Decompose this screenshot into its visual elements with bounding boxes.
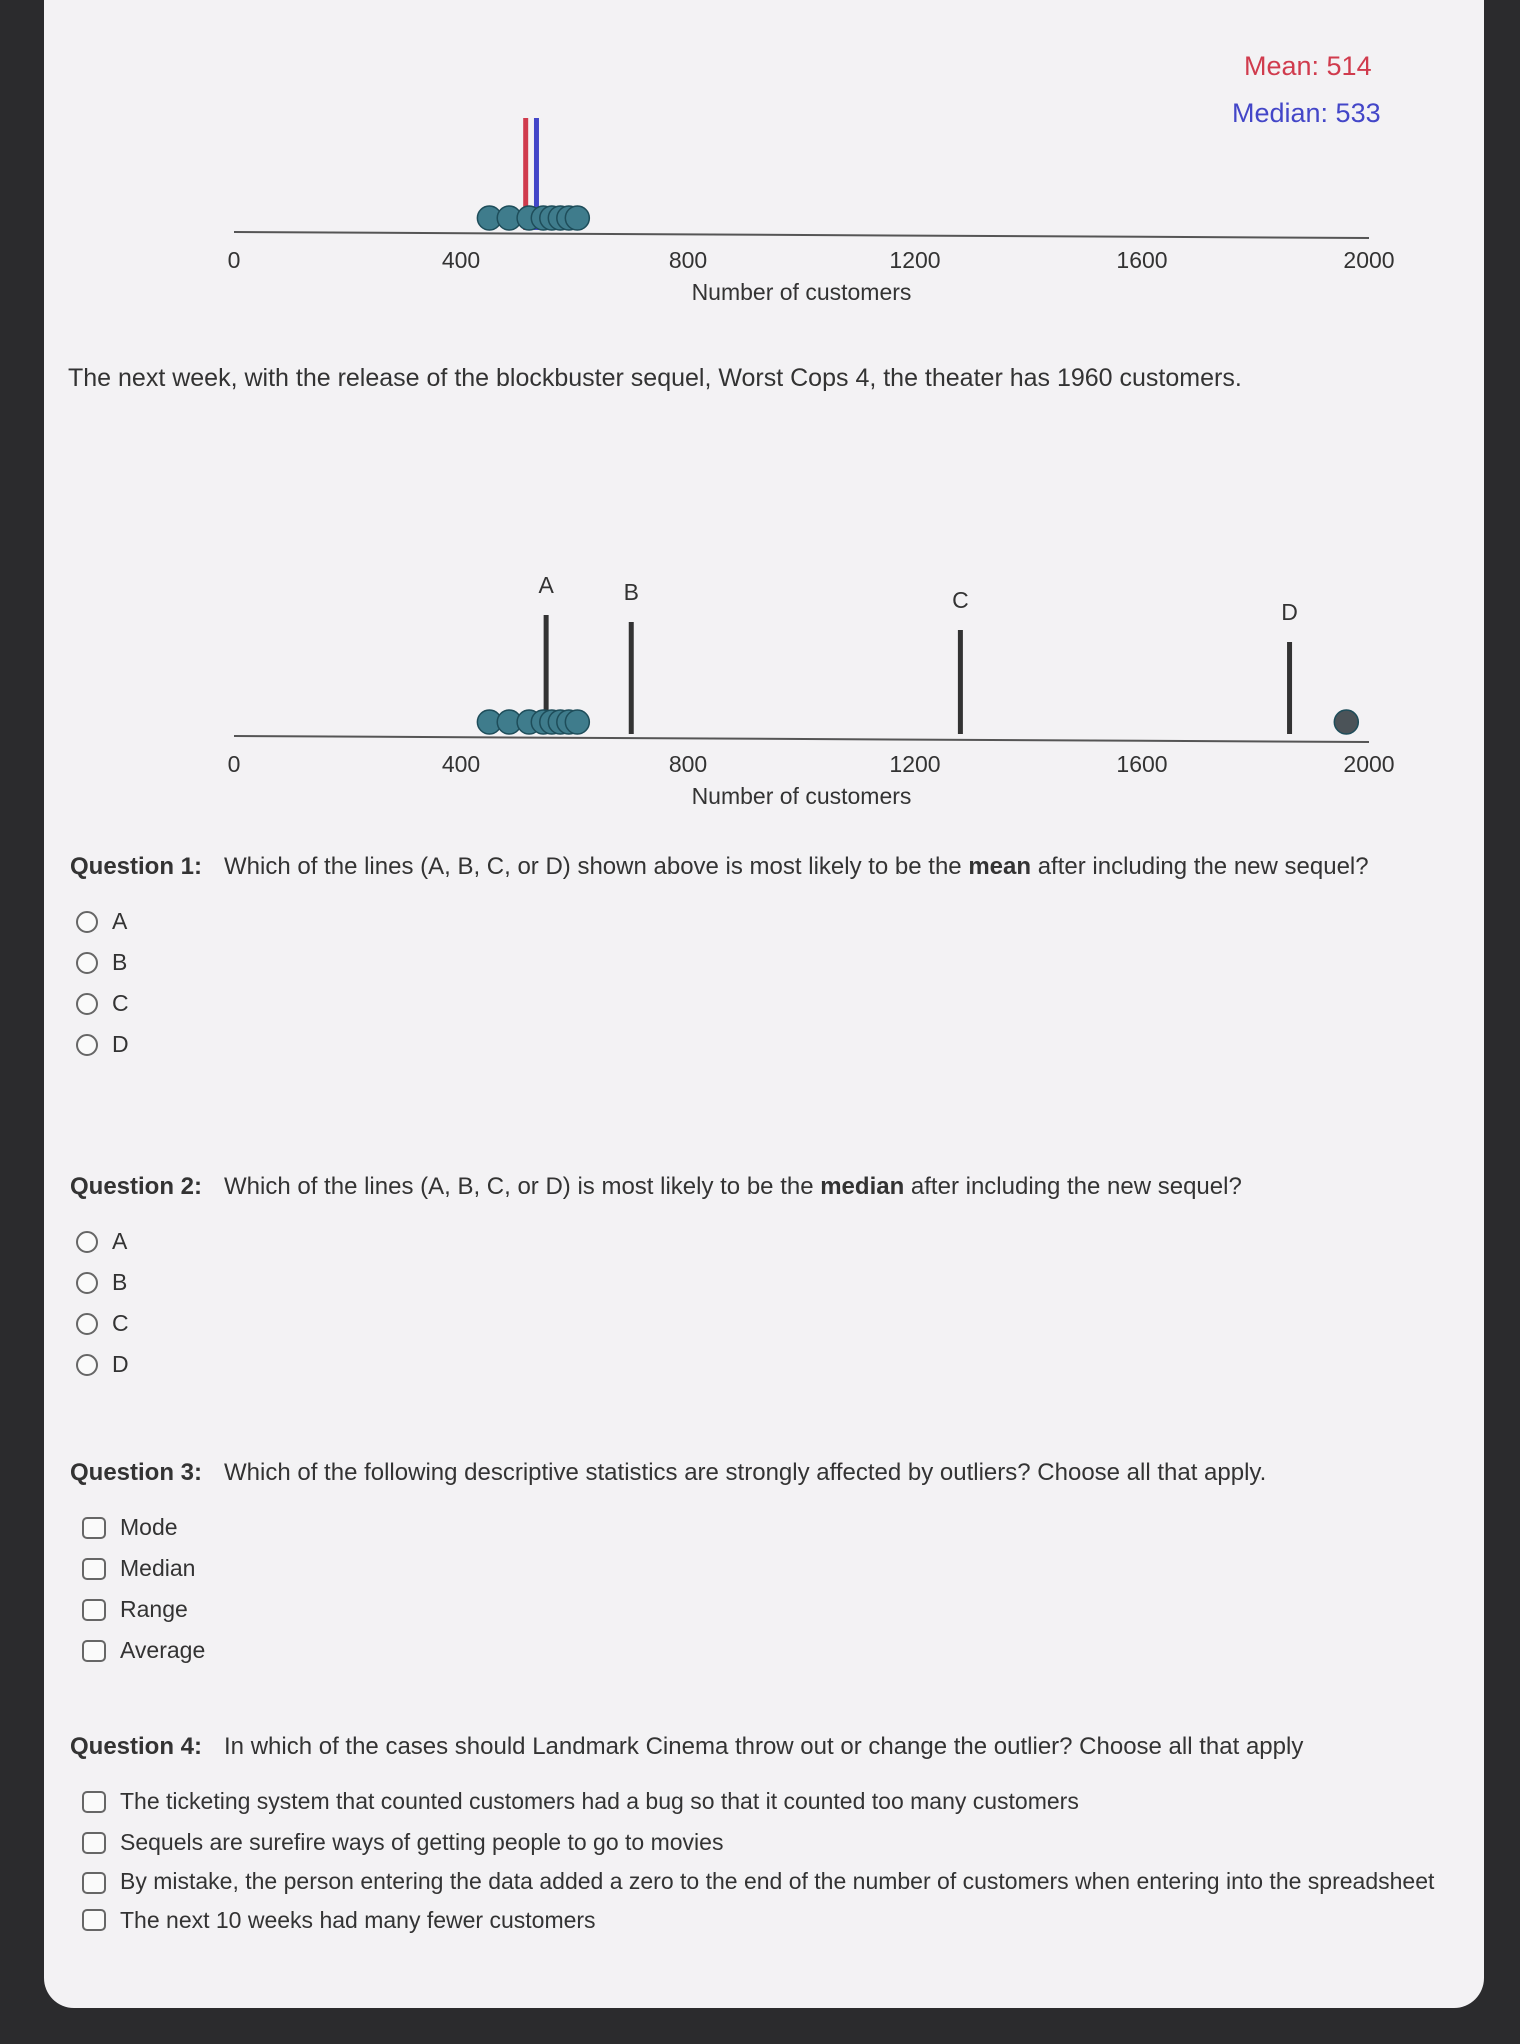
checkbox[interactable] [82,1517,106,1539]
q1-option-c[interactable] [70,983,1450,1024]
data-point [565,710,589,734]
question-4-options [70,1781,1450,1941]
x-axis-title: Number of customers [691,783,912,809]
question-1-number: Question 1: [70,853,203,880]
question-4-prompt: In which of the cases should Landmark Cinema throw out or change the outlier? Choose all that apply [224,1733,1304,1760]
option-label: A [112,1228,128,1254]
question-4 [70,1732,1450,1941]
q2-option-a[interactable] [70,1221,1450,1262]
x-tick-label: 1600 [1116,247,1168,273]
dot-plot-with-sequel-svg [44,540,1484,820]
option-label: D [112,1351,129,1377]
q1-option-d[interactable] [70,1024,1450,1065]
question-2-options [70,1221,1450,1385]
question-3-options [70,1507,1450,1671]
question-4-text [70,1732,1450,1761]
q3-option-median[interactable] [70,1548,1450,1589]
worksheet-page [44,0,1484,2008]
option-label: B [112,949,128,975]
dot-plot-with-sequel [44,540,1484,820]
option-label: D [112,1031,129,1057]
q4-option-fewer-customers[interactable] [70,1900,1450,1941]
question-2-text [70,1172,1450,1201]
x-tick-label: 2000 [1343,751,1395,777]
x-tick-label: 1600 [1116,751,1168,777]
q4-option-bug[interactable] [70,1781,1450,1822]
x-tick-label: 0 [227,751,241,777]
radio-button[interactable] [76,1231,98,1253]
question-1-text-end: after including the new sequel? [1031,853,1369,880]
question-1-text [70,852,1450,881]
radio-button[interactable] [76,1034,98,1056]
radio-button[interactable] [76,993,98,1015]
x-tick-label: 0 [227,247,241,273]
data-point [565,206,589,230]
x-axis-line [234,232,1369,238]
x-axis-title: Number of customers [691,279,912,305]
option-label: Median [120,1555,196,1581]
option-label: A [112,908,128,934]
reference-line-label: D [1281,599,1298,625]
q3-option-mode[interactable] [70,1507,1450,1548]
x-tick-label: 400 [441,751,481,777]
question-3-text [70,1458,1450,1487]
question-3-prompt: Which of the following descriptive statistics are strongly affected by outliers? Choose all that apply. [224,1459,1267,1486]
checkbox[interactable] [82,1599,106,1621]
x-tick-label: 400 [441,247,481,273]
question-2-text-part: Which of the lines (A, B, C, or D) is most likely to be the [224,1173,821,1200]
q2-option-c[interactable] [70,1303,1450,1344]
question-2-text-end: after including the new sequel? [904,1173,1242,1200]
q3-option-average[interactable] [70,1630,1450,1671]
mean-label: Mean: 514 [1244,51,1372,81]
dot-plot-original-svg [44,0,1484,330]
q3-option-range[interactable] [70,1589,1450,1630]
checkbox[interactable] [82,1791,106,1813]
reference-line-label: B [623,579,639,605]
q4-option-sequels[interactable] [70,1822,1450,1863]
option-label: Range [120,1596,188,1622]
question-3-number: Question 3: [70,1459,203,1486]
x-axis-line [234,736,1369,742]
option-label: C [112,1310,129,1336]
q2-option-b[interactable] [70,1262,1450,1303]
option-label: C [112,990,129,1016]
option-label: B [112,1269,128,1295]
reference-line-label: C [952,587,969,613]
question-2-number: Question 2: [70,1173,203,1200]
question-2-keyword: median [820,1173,905,1200]
question-1-text-part: Which of the lines (A, B, C, or D) shown above is most likely to be the [224,853,969,880]
q4-option-data-entry[interactable] [70,1863,1450,1900]
x-tick-label: 800 [668,247,708,273]
radio-button[interactable] [76,911,98,933]
median-label: Median: 533 [1232,98,1381,128]
question-1 [70,852,1450,1065]
option-label: The ticketing system that counted customers had a bug so that it counted too many customers [120,1788,1079,1814]
data-point [1334,710,1358,734]
question-3 [70,1458,1450,1671]
q1-option-a[interactable] [70,901,1450,942]
checkbox[interactable] [82,1872,106,1894]
radio-button[interactable] [76,1354,98,1376]
reference-line-label: A [538,572,554,598]
x-tick-label: 2000 [1343,247,1395,273]
radio-button[interactable] [76,1272,98,1294]
checkbox[interactable] [82,1558,106,1580]
option-label: Average [120,1637,206,1663]
option-label: Mode [120,1514,178,1540]
checkbox[interactable] [82,1909,106,1931]
option-label: Sequels are surefire ways of getting people to go to movies [120,1829,724,1855]
x-tick-label: 1200 [889,247,941,273]
x-tick-label: 800 [668,751,708,777]
intro-text: The next week, with the release of the blockbuster sequel, Worst Cops 4, the theater has 1960 customers. [68,364,1242,392]
option-label: The next 10 weeks had many fewer customers [120,1906,596,1933]
q2-option-d[interactable] [70,1344,1450,1385]
question-2 [70,1172,1450,1385]
q1-option-b[interactable] [70,942,1450,983]
option-label: By mistake, the person entering the data added a zero to the end of the number of customers when entering into the spreadsheet [120,1868,1435,1894]
question-1-options [70,901,1450,1065]
radio-button[interactable] [76,1313,98,1335]
question-4-number: Question 4: [70,1733,203,1760]
radio-button[interactable] [76,952,98,974]
checkbox[interactable] [82,1832,106,1854]
x-tick-label: 1200 [889,751,941,777]
checkbox[interactable] [82,1640,106,1662]
dot-plot-original [44,0,1484,330]
question-1-keyword: mean [968,853,1032,880]
